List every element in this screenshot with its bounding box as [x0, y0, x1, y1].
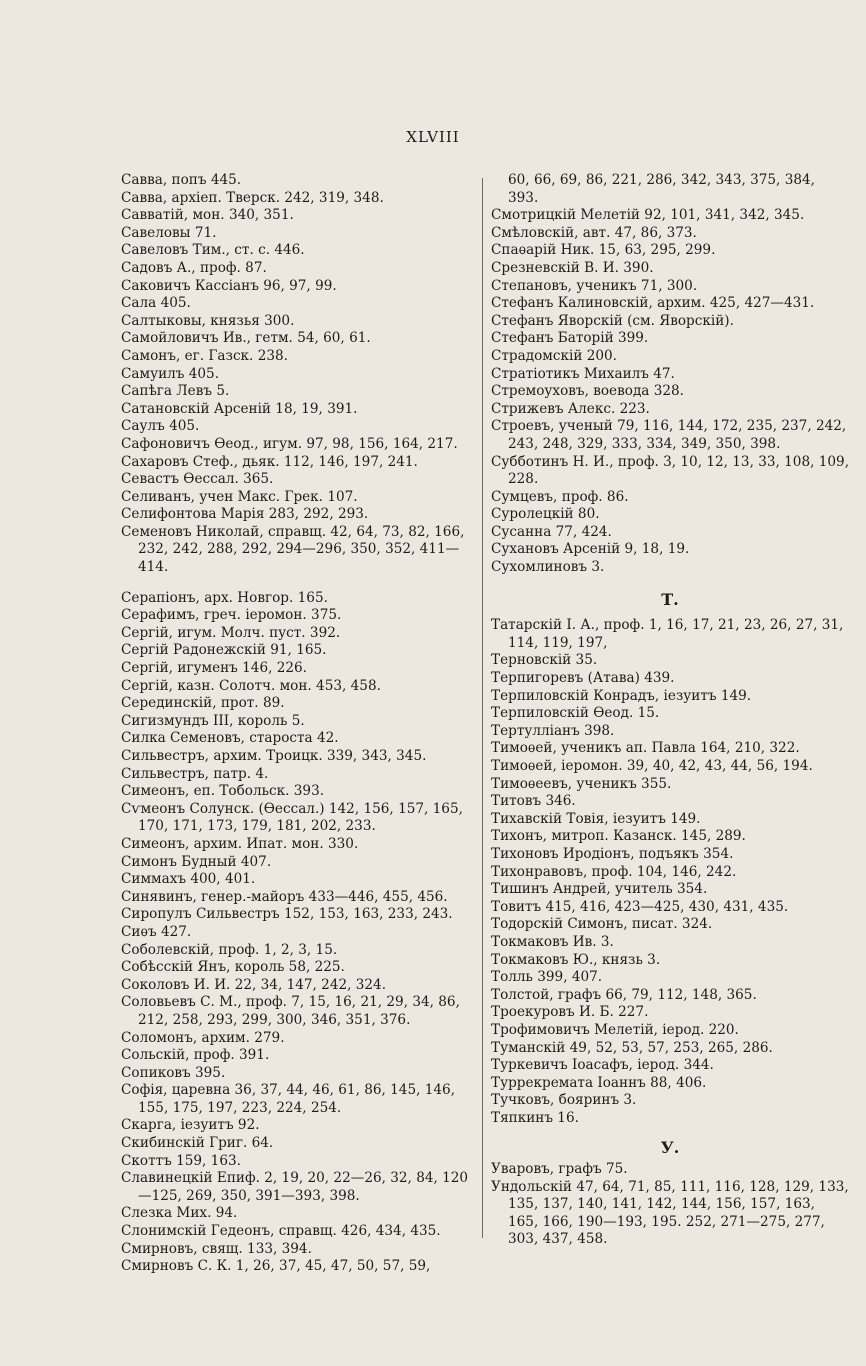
index-entry: Самойловичъ Ив., гетм. 54, 60, 61.	[121, 330, 371, 347]
index-entry: Сигизмундъ III, король 5.	[121, 712, 305, 729]
index-entry: Стрижевъ Алекс. 223.	[491, 400, 650, 417]
index-entry: Срезневскій В. И. 390.	[491, 259, 654, 276]
index-entry: Толстой, графъ 66, 79, 112, 148, 365.	[491, 986, 757, 1003]
index-entry: Серапіонъ, арх. Новгор. 165.	[121, 589, 328, 606]
index-entry: Сиѳъ 427.	[121, 923, 192, 940]
index-entry: Слезка Мих. 94.	[121, 1205, 238, 1222]
index-entry: Троекуровъ И. Б. 227.	[491, 1004, 649, 1021]
index-entry: Сольскій, проф. 391.	[121, 1047, 270, 1064]
index-entry: Тимоѳей, іеромон. 39, 40, 42, 43, 44, 56, 194.	[491, 758, 813, 774]
index-entry: Татарскій I. А., проф. 1, 16, 17, 21, 23, 26, 27, 31, 114, 119, 197,	[491, 617, 844, 651]
index-entry: Тихоновъ Иродіонъ, подъякъ 354.	[491, 845, 734, 862]
index-entry: Севастъ Ѳессал. 365.	[121, 471, 274, 488]
index-entry: Уваровъ, графъ 75.	[491, 1161, 628, 1178]
page-number: XLVIII	[406, 128, 460, 146]
index-entry: Тучковъ, бояринъ 3.	[491, 1092, 637, 1109]
index-entry: Тимоѳеевъ, ученикъ 355.	[491, 775, 672, 792]
index-entry: Стремоуховъ, воевода 328.	[491, 383, 685, 400]
index-entry: Спаѳарій Ник. 15, 63, 295, 299.	[491, 242, 716, 259]
index-entry: Сала 405.	[121, 295, 191, 312]
index-entry: Строевъ, ученый 79, 116, 144, 172, 235, 237, 242, 243, 248, 329, 333, 334, 349, 350, 398.	[491, 418, 847, 452]
index-entry: Стефанъ Яворскій (см. Яворскій).	[491, 312, 734, 329]
column-divider	[482, 178, 483, 1238]
index-entry: Туманскій 49, 52, 53, 57, 253, 265, 286.	[491, 1039, 773, 1056]
index-entry: Ундольскій 47, 64, 71, 85, 111, 116, 128, 129, 133, 135, 137, 140, 141, 142, 144, 156, 157, 163, 165, 166, 190—193, 195. 252, 271—275, 277, 303, 437, 458.	[491, 1178, 849, 1248]
index-entry: Смирновъ, свящ. 133, 394.	[121, 1240, 312, 1257]
index-entry: Суролецкій 80.	[491, 506, 600, 523]
index-entry: Токмаковъ Ю., князь 3.	[491, 951, 661, 968]
section-letter-t: Т.	[661, 589, 679, 609]
index-entry: Савватій, мон. 340, 351.	[121, 207, 294, 224]
index-entry: Стратіотикъ Михаилъ 47.	[491, 365, 675, 382]
entry-gap	[121, 577, 473, 590]
index-entry: Сумцевъ, проф. 86.	[491, 488, 629, 505]
index-entry: Сергій, казн. Солотч. мон. 453, 458.	[121, 677, 381, 694]
index-column-right	[491, 172, 849, 1249]
index-entry: Трофимовичъ Мелетій, іерод. 220.	[491, 1021, 739, 1038]
index-entry: Сергій, игум. Молч. пуст. 392.	[121, 624, 341, 641]
index-entry: Скоттъ 159, 163.	[121, 1152, 241, 1169]
index-entry: Савеловы 71.	[121, 224, 217, 241]
index-entry: Титовъ 346.	[491, 793, 576, 810]
index-entry: Симеонъ, архим. Ипат. мон. 330.	[121, 835, 359, 852]
index-entry: Самуилъ 405.	[121, 365, 220, 382]
index-entry: Сатановскій Арсеній 18, 19, 391.	[121, 400, 358, 417]
index-entry: Сахаровъ Стеф., дьяк. 112, 146, 197, 241.	[121, 453, 418, 470]
index-entry: Тихонравовъ, проф. 104, 146, 242.	[491, 863, 737, 880]
index-entry: Токмаковъ Ив. 3.	[491, 933, 614, 950]
index-entry: Терпигоревъ (Атава) 439.	[491, 670, 675, 687]
index-entry: Сапѣга Левъ 5.	[121, 383, 230, 400]
index-entry: Сусанна 77, 424.	[491, 523, 612, 540]
index-entry: Сергій, игуменъ 146, 226.	[121, 660, 308, 677]
index-entry: Синявинъ, генер.-майоръ 433—446, 455, 456.	[121, 888, 448, 905]
index-entry: Страдомскій 200.	[491, 347, 617, 364]
index-entry: Слонимскій Гедеонъ, справщ. 426, 434, 435.	[121, 1223, 441, 1240]
index-entry: Савеловъ Тим., ст. с. 446.	[121, 242, 305, 259]
index-entry: Саулъ 405.	[121, 418, 200, 435]
index-entry: Сильвестръ, патр. 4.	[121, 765, 269, 782]
index-entry: Степановъ, ученикъ 71, 300.	[491, 277, 698, 294]
index-entry: Садовъ А., проф. 87.	[121, 259, 267, 276]
index-entry: Стефанъ Баторій 399.	[491, 330, 649, 347]
index-entry: Савва, попъ 445.	[121, 172, 242, 188]
index-entry: Сафоновичъ Ѳеод., игум. 97, 98, 156, 164, 217.	[121, 435, 458, 452]
index-entry: Тихавскій Товія, іезуитъ 149.	[491, 810, 701, 827]
index-entry: Субботинъ Н. И., проф. 3, 10, 12, 13, 33, 108, 109, 228.	[491, 453, 850, 488]
index-entry: Толль 399, 407.	[491, 969, 603, 986]
index-entry: Сухомлиновъ 3.	[491, 559, 605, 576]
index-entry: Семеновъ Николай, справщ. 42, 64, 73, 82, 166, 232, 242, 288, 292, 294—296, 350, 352, 411—414.	[121, 523, 465, 576]
index-entry: Соболевскій, проф. 1, 2, 3, 15.	[121, 941, 338, 958]
index-entry: Терновскій 35.	[491, 652, 598, 669]
index-entry: Симмахъ 400, 401.	[121, 871, 256, 888]
index-entry: 60, 66, 69, 86, 221, 286, 342, 343, 375, 384, 393.	[508, 172, 815, 206]
index-entry: Соколовъ И. И. 22, 34, 147, 242, 324.	[121, 976, 387, 993]
index-entry: Терпиловскій Ѳеод. 15.	[491, 705, 660, 722]
index-entry: Смѣловскій, авт. 47, 86, 373.	[491, 224, 697, 241]
index-entries-s-continued	[491, 172, 849, 577]
index-entry: Селифонтова Марія 283, 292, 293.	[121, 506, 369, 523]
index-entry: Сергій Радонежскій 91, 165.	[121, 642, 327, 659]
index-entry: Туркевичъ Іоасафъ, іерод. 344.	[491, 1057, 714, 1074]
section-letter-u: У.	[660, 1138, 680, 1158]
index-entry: Смотрицкій Мелетій 92, 101, 341, 342, 345.	[491, 207, 805, 224]
index-entry: Тишинъ Андрей, учитель 354.	[491, 881, 708, 898]
index-entry: Салтыковы, князья 300.	[121, 312, 295, 329]
index-entry: Собѣсскій Янъ, король 58, 225.	[121, 959, 345, 976]
index-entry: Серединскій, прот. 89.	[121, 695, 285, 712]
index-entry: Саковичъ Кассіанъ 96, 97, 99.	[121, 277, 337, 294]
index-column-left	[121, 172, 473, 1276]
index-entry: Тимоѳей, ученикъ ап. Павла 164, 210, 322.	[491, 740, 800, 757]
index-entry: Товитъ 415, 416, 423—425, 430, 431, 435.	[491, 898, 789, 915]
index-entry: Тихонъ, митроп. Казанск. 145, 289.	[491, 828, 746, 845]
index-entry: Славинецкій Епиф. 2, 19, 20, 22—26, 32, 84, 120—125, 269, 350, 391—393, 398.	[121, 1170, 469, 1204]
index-entry: Тяпкинъ 16.	[491, 1109, 579, 1126]
index-entry: Соломонъ, архим. 279.	[121, 1029, 285, 1046]
index-entry: Силка Семеновъ, староста 42.	[121, 730, 339, 747]
index-entry: Стефанъ Калиновскій, архим. 425, 427—431.	[491, 295, 815, 312]
index-entry: Сѵмеонъ Солунск. (Ѳессал.) 142, 156, 157, 165, 170, 171, 173, 179, 181, 202, 233.	[121, 800, 463, 835]
index-entry: Соловьевъ С. М., проф. 7, 15, 16, 21, 29, 34, 86, 212, 258, 293, 299, 300, 346, 351, 376.	[121, 994, 460, 1028]
index-entries-t	[491, 617, 849, 1127]
index-entry: Софія, царевна 36, 37, 44, 46, 61, 86, 145, 146, 155, 175, 197, 223, 224, 254.	[121, 1082, 456, 1116]
index-entry: Смирновъ С. К. 1, 26, 37, 45, 47, 50, 57, 59,	[121, 1258, 431, 1275]
index-entry: Сопиковъ 395.	[121, 1064, 226, 1081]
index-entry: Селиванъ, учен Макс. Грек. 107.	[121, 488, 358, 505]
index-entry: Сильвестръ, архим. Троицк. 339, 343, 345.	[121, 748, 427, 764]
index-entry: Терпиловскій Конрадъ, іезуитъ 149.	[491, 687, 752, 704]
index-entry: Тодорскій Симонъ, писат. 324.	[491, 916, 713, 933]
index-entry: Самонъ, ег. Газск. 238.	[121, 347, 288, 364]
index-entry: Сухановъ Арсеній 9, 18, 19.	[491, 541, 690, 558]
index-entry: Туррекремата Іоаннъ 88, 406.	[491, 1074, 707, 1091]
index-entries-u	[491, 1161, 849, 1249]
index-entry: Скарга, іезуитъ 92.	[121, 1117, 260, 1134]
index-entry: Скибинскій Григ. 64.	[121, 1135, 274, 1152]
index-entry: Симонъ Будный 407.	[121, 853, 272, 870]
index-entry: Сиропулъ Сильвестръ 152, 153, 163, 233, 243.	[121, 906, 453, 923]
index-entry: Тертулліанъ 398.	[491, 722, 615, 739]
index-entry: Серафимъ, греч. іеромон. 375.	[121, 607, 342, 624]
index-entry: Савва, архіеп. Тверск. 242, 319, 348.	[121, 189, 384, 206]
index-entry: Симеонъ, еп. Тобольск. 393.	[121, 783, 325, 800]
